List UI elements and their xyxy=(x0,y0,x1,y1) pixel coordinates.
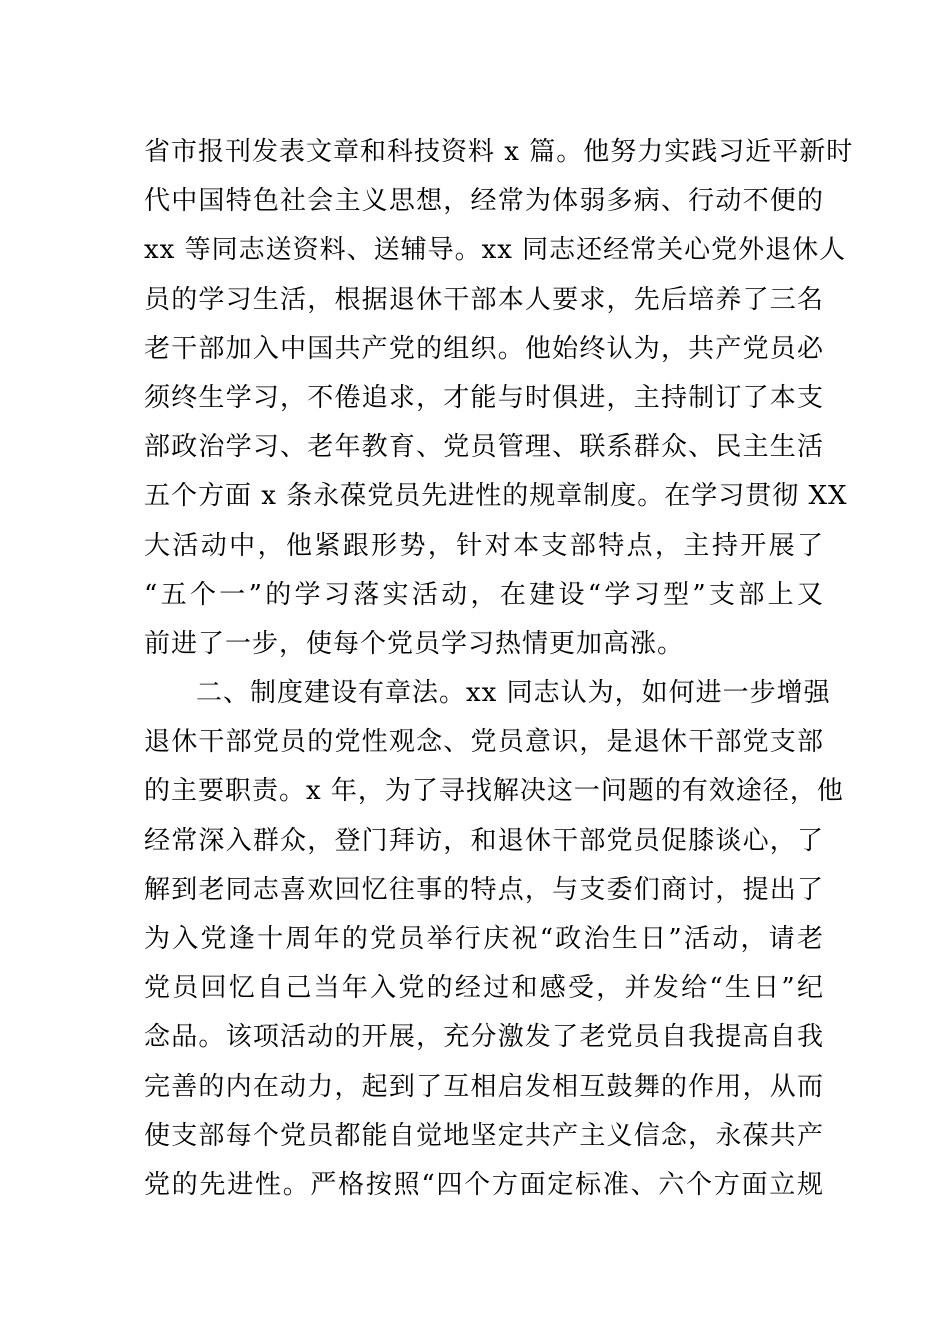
text-line: 党的先进性。严格按照“四个方面定标准、六个方面立规 xyxy=(144,1169,824,1200)
paragraph-1 xyxy=(144,128,854,669)
text-line: 经常深入群众，登门拜访，和退休干部党员促膝谈心，了 xyxy=(144,825,824,856)
text-line: 须终生学习，不倦追求，才能与时俱进，主持制订了本支 xyxy=(144,382,824,413)
text-line: 使支部每个党员都能自觉地坚定共产主义信念，永葆共产 xyxy=(144,1120,824,1151)
text-line: 前进了一步，使每个党员学习热情更加高涨。 xyxy=(144,628,685,659)
text-line: 为入党逢十周年的党员举行庆祝“政治生日”活动，请老 xyxy=(144,924,824,954)
text-line: 解到老同志喜欢回忆往事的特点，与支委们商讨，提出了 xyxy=(144,874,824,905)
text-line: xx 等同志送资料、送辅导。xx 同志还经常关心党外退休人 xyxy=(144,235,847,266)
text-line: 的主要职责。x 年，为了寻找解决这一问题的有效途径，他 xyxy=(144,776,844,807)
paragraph-2 xyxy=(144,669,844,1210)
text-line: 代中国特色社会主义思想，经常为体弱多病、行动不便的 xyxy=(144,186,824,217)
text-line: 念品。该项活动的开展，充分激发了老党员自我提高自我 xyxy=(144,1022,824,1053)
text-line: 省市报刊发表文章和科技资料 x 篇。他努力实践习近平新时 xyxy=(144,137,854,167)
document-body xyxy=(144,128,854,1210)
text-line: 完善的内在动力，起到了互相启发相互鼓舞的作用，从而 xyxy=(144,1071,824,1102)
text-line: 大活动中，他紧跟形势，针对本支部特点，主持开展了 xyxy=(144,530,824,561)
text-line: 员的学习生活，根据退休干部本人要求，先后培养了三名 xyxy=(144,284,824,315)
text-line: 退休干部党员的党性观念、党员意识，是退休干部党支部 xyxy=(144,727,824,758)
text-line: 二、制度建设有章法。xx 同志认为，如何进一步增强 xyxy=(196,678,831,709)
text-line: 五个方面 x 条永葆党员先进性的规章制度。在学习贯彻 XX xyxy=(144,481,848,512)
text-line: 老干部加入中国共产党的组织。他始终认为，共产党员必 xyxy=(144,333,824,364)
text-line: “五个一”的学习落实活动，在建设“学习型”支部上又 xyxy=(144,579,824,610)
text-line: 部政治学习、老年教育、党员管理、联系群众、民主生活 xyxy=(144,432,824,463)
text-line: 党员回忆自己当年入党的经过和感受，并发给“生日”纪 xyxy=(144,973,824,1004)
